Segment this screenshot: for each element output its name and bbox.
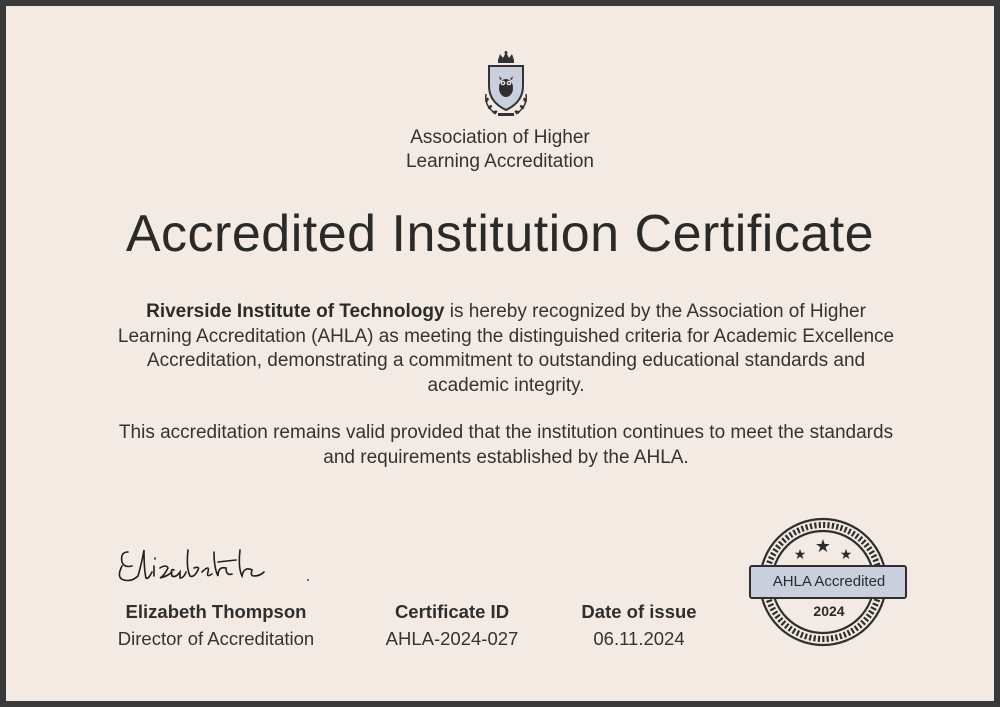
certificate-title: Accredited Institution Certificate [125,205,875,263]
validity-paragraph: This accreditation remains valid provided that the institution continues to meet the standards and requirements established by the AHLA. [118,422,894,468]
issue-date-label: Date of issue [581,601,697,622]
star-icon: ★ [814,536,832,557]
issue-date-value: 06.11.2024 [593,628,685,649]
star-icon: ★ [793,547,807,563]
certificate-id-label: Certificate ID [394,601,510,622]
star-icon: ★ [839,547,853,563]
organization-name-line2: Learning Accreditation [405,151,594,172]
signatory-role: Director of Accreditation [117,628,315,649]
recognition-paragraph [116,300,896,398]
certificate [6,6,994,701]
seal-label: AHLA Accredited [772,573,886,590]
organization-name-line1: Association of Higher [410,127,590,148]
signatory-name: Elizabeth Thompson [125,601,307,622]
institution-name: Riverside Institute of Technology [146,301,445,322]
signatory-block [95,600,337,654]
certificate-id-block [352,600,552,654]
organization-name [6,126,994,174]
seal-year: 2024 [813,603,845,619]
recognition-text: is hereby recognized by the Association of Higher Learning Accreditation (AHLA) as meeting the distinguished criteria for Academic Excellence Accreditation, demonstrating a commitment to outstanding educational standards and academic integrity. [117,301,895,396]
certificate-id-value: AHLA-2024-027 [385,628,519,649]
crest-owl-icon [478,50,534,118]
handwritten-signature [114,542,314,590]
issue-date-block [549,600,729,654]
